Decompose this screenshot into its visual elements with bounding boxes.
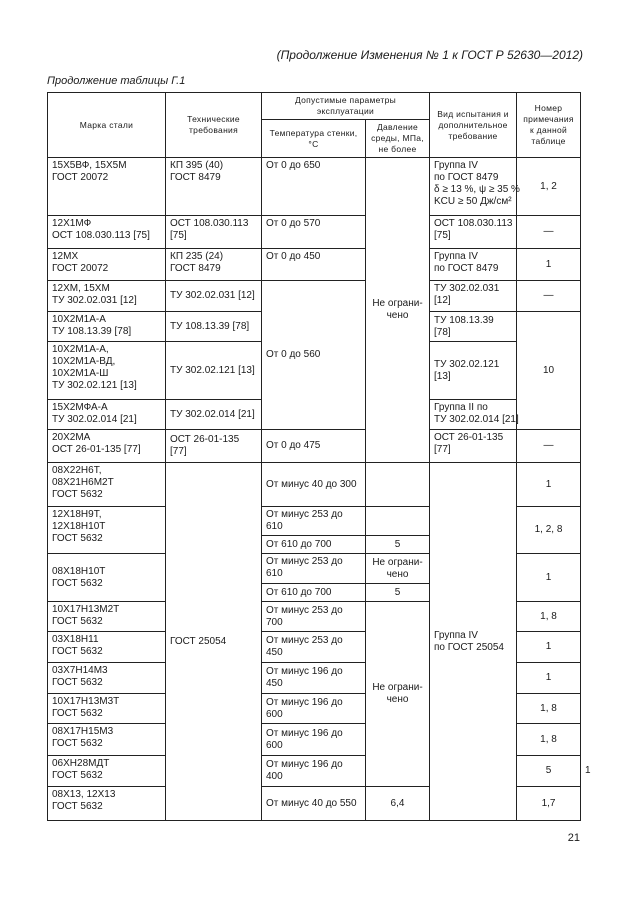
temperature-cell: От минус 196 до 400 [262,756,366,787]
test-type-merged-cell: Группа IV по ГОСТ 25054 [430,463,517,821]
steel-cell: 08Х13, 12Х13 ГОСТ 5632 [48,787,166,821]
table-row [48,216,581,249]
header-test-type: Вид испытания и дополнительное требование [430,93,517,158]
note-cell: 1 [517,663,581,694]
temperature-cell: От 0 до 475 [262,430,366,463]
test-type-cell: ОСТ 108.030.113 [75] [430,216,517,249]
note-cell: 1, 8 [517,724,581,756]
temperature-cell: От минус 253 до 700 [262,602,366,632]
test-type-cell: ТУ 302.02.031 [12] [430,281,517,312]
note-cell: — [517,430,581,463]
steel-cell: 12Х18Н9Т, 12Х18Н10Т ГОСТ 5632 [48,507,166,554]
temperature-cell: От минус 196 до 600 [262,724,366,756]
note-cell: 1,7 [517,787,581,821]
table-row [48,249,581,281]
temperature-cell: От минус 253 до 610 [262,554,366,584]
temperature-merged-cell: От 0 до 560 [262,281,366,430]
note-cell: 1 [517,554,581,602]
table-row [48,430,581,463]
steel-cell: 15Х5ВФ, 15Х5М ГОСТ 20072 [48,158,166,216]
pressure-cell: 5 [517,756,581,787]
steel-cell: 15Х2МФА-А ТУ 302.02.014 [21] [48,400,166,430]
temperature-cell: От 0 до 570 [262,216,366,249]
requirements-cell: ТУ 302.02.031 [12] [166,281,262,312]
note-merged-cell: 10 [517,312,581,430]
steel-cell: 03Х18Н11 ГОСТ 5632 [48,632,166,663]
pressure-unlimited-cell: Не ограни- чено [366,158,430,463]
table-caption: Продолжение таблицы Г.1 [47,75,186,87]
requirements-cell: КП 395 (40) ГОСТ 8479 [166,158,262,216]
pressure-cell: 5 [366,536,430,554]
requirements-cell: ОСТ 26-01-135 [77] [166,430,262,463]
requirements-merged-cell: ГОСТ 25054 [166,463,262,821]
pressure-cell: 5 [366,584,430,602]
temperature-cell: От минус 253 до 610 [262,507,366,536]
steel-cell: 12Х1МФ ОСТ 108.030.113 [75] [48,216,166,249]
pressure-unlimited-cell: Не ограни- чено [366,602,430,787]
note-cell: 1, 8 [517,694,581,724]
steel-cell: 08Х22Н6Т, 08Х21Н6М2Т ГОСТ 5632 [48,463,166,507]
temperature-cell: От минус 40 до 550 [262,787,366,821]
header-steel-grade: Марка стали [48,93,166,158]
header-operating-parameters: Допустимые параметры эксплуатации [262,93,430,120]
header-wall-temperature: Температура стенки, °С [262,120,366,158]
pressure-empty-cell [366,507,430,536]
temperature-cell: От 0 до 650 [262,158,366,216]
steel-cell: 08Х17Н15М3 ГОСТ 5632 [48,724,166,756]
requirements-cell: ТУ 302.02.121 [13] [166,342,262,400]
temperature-cell: От 0 до 450 [262,249,366,281]
steel-cell: 08Х18Н10Т ГОСТ 5632 [48,554,166,602]
test-type-cell: ТУ 108.13.39 [78] [430,312,517,342]
temperature-cell: От минус 196 до 600 [262,694,366,724]
page-number: 21 [567,832,580,844]
note-cell: — [517,216,581,249]
requirements-cell: ОСТ 108.030.113 [75] [166,216,262,249]
header-technical-requirements: Технические требования [166,93,262,158]
steel-cell: 12ХМ, 15ХМ ТУ 302.02.031 [12] [48,281,166,312]
header-note-number: Номер примечания к данной таблице [517,93,581,158]
test-type-cell: ТУ 302.02.121 [13] [430,342,517,400]
steel-cell: 03Х7Н14М3 ГОСТ 5632 [48,663,166,694]
requirements-cell: ТУ 302.02.014 [21] [166,400,262,430]
note-cell: — [517,281,581,312]
test-type-cell: Группа IV по ГОСТ 8479 δ ≥ 13 %, ψ ≥ 35 % KCU ≥ 50 Дж/см² [430,158,517,216]
pressure-cell: Не ограни- чено [366,554,430,584]
document-continuation-note: (Продолжение Изменения № 1 к ГОСТ Р 52630—2012) [276,48,583,62]
steel-cell: 10Х2М1А-А, 10Х2М1А-ВД, 10Х2М1А-Ш ТУ 302.02.121 [13] [48,342,166,400]
temperature-cell: От минус 196 до 450 [262,663,366,694]
note-cell: 1, 8 [517,602,581,632]
temperature-cell: От 610 до 700 [262,536,366,554]
steel-cell: 10Х17Н13М2Т ГОСТ 5632 [48,602,166,632]
table-row [48,463,581,507]
note-cell: 1 [517,463,581,507]
pressure-cell: 6,4 [366,787,430,821]
note-cell: 1, 2 [517,158,581,216]
table-row [48,281,581,312]
table-row: 06ХН28МДТ ГОСТ 5632 От минус 196 до 400 5 1 [48,756,581,787]
pressure-empty-cell [366,463,430,507]
steel-cell: 10Х2М1А-А ТУ 108.13.39 [78] [48,312,166,342]
header-medium-pressure: Давление среды, МПа, не более [366,120,430,158]
test-type-cell: ОСТ 26-01-135 [77] [430,430,517,463]
steel-cell: 06ХН28МДТ ГОСТ 5632 [48,756,166,787]
steel-cell: 12МХ ГОСТ 20072 [48,249,166,281]
table-row [48,158,581,216]
temperature-cell: От минус 40 до 300 [262,463,366,507]
temperature-cell: От минус 253 до 450 [262,632,366,663]
steel-cell: 20Х2МА ОСТ 26-01-135 [77] [48,430,166,463]
note-cell: 1 [517,249,581,281]
steel-cell: 10Х17Н13М3Т ГОСТ 5632 [48,694,166,724]
note-cell: 1, 2, 8 [517,507,581,554]
test-type-cell: Группа II по ТУ 302.02.014 [21] [430,400,517,430]
note-cell: 1 [517,632,581,663]
requirements-cell: ТУ 108.13.39 [78] [166,312,262,342]
temperature-cell: От 610 до 700 [262,584,366,602]
steel-parameters-table [47,92,591,821]
requirements-cell: КП 235 (24) ГОСТ 8479 [166,249,262,281]
test-type-cell: Группа IV по ГОСТ 8479 [430,249,517,281]
